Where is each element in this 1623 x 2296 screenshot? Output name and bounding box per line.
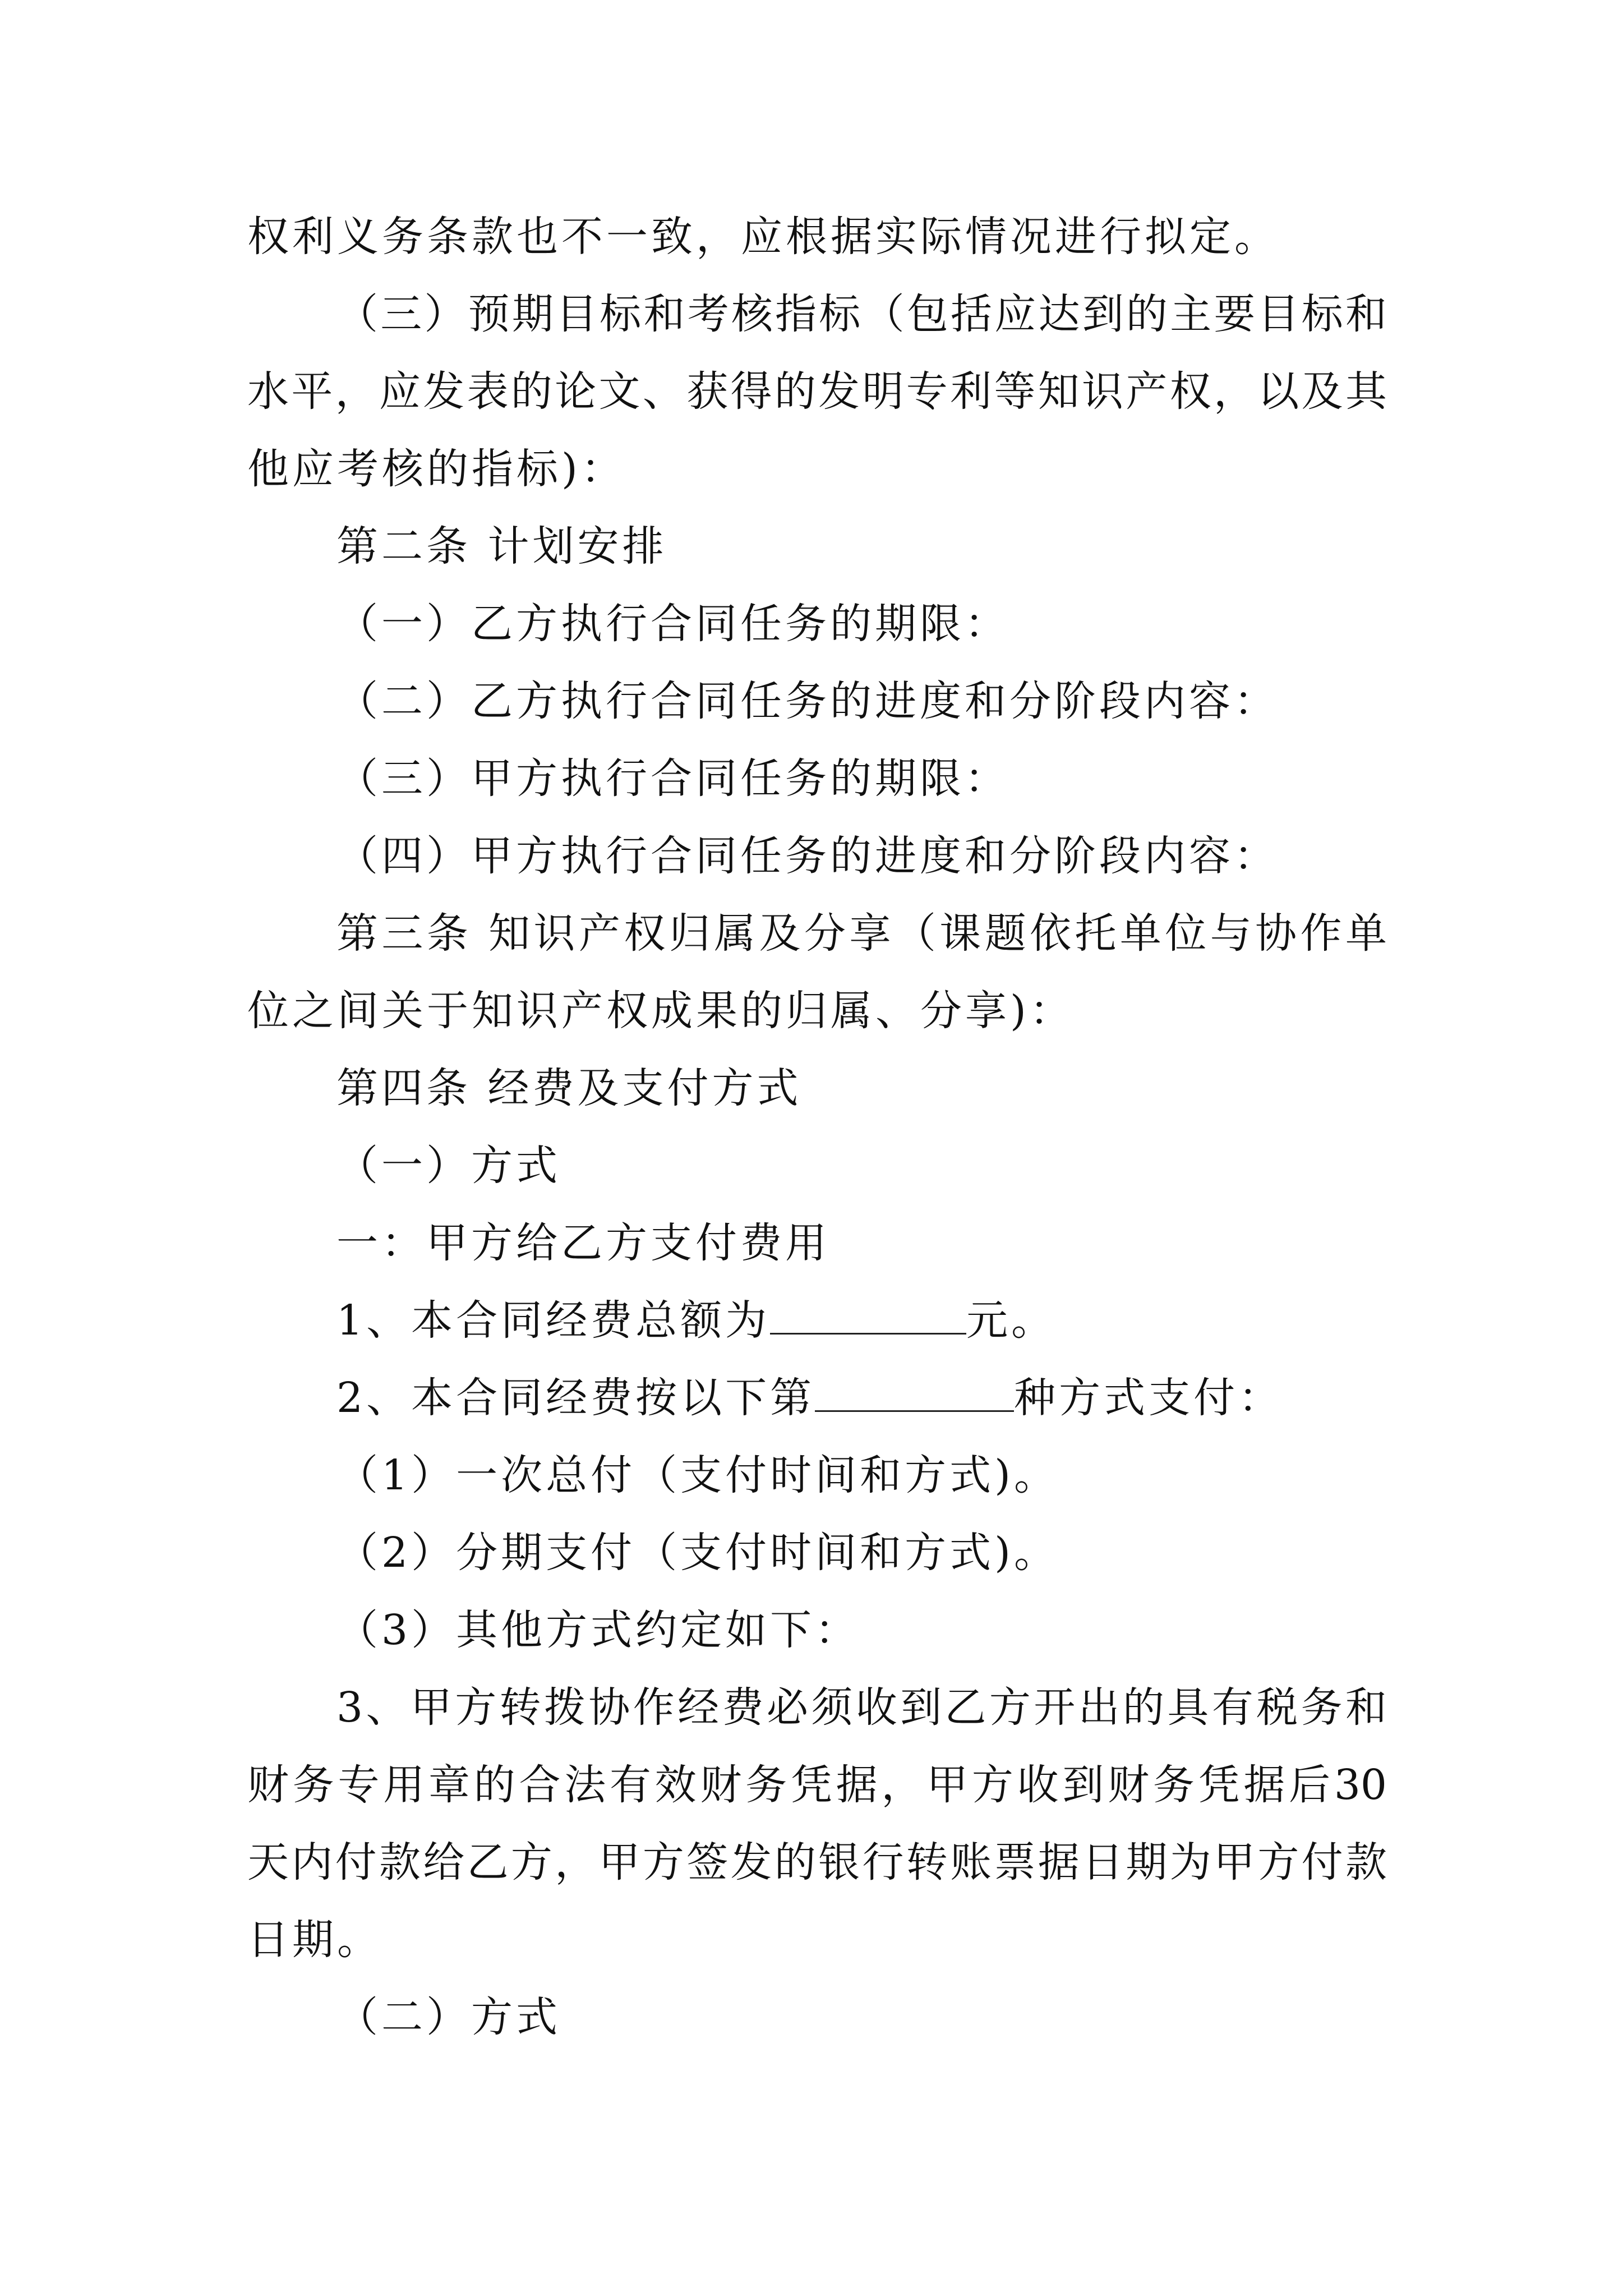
paragraph-line: 3、甲方转拨协作经费必须收到乙方开出的具有税务和 [336, 1683, 1387, 1732]
paragraph-line: （四）甲方执行合同任务的进度和分阶段内容： [336, 832, 1279, 880]
paragraph-line: 一：甲方给乙方支付费用 [336, 1219, 830, 1267]
paragraph-line: （二）方式 [336, 1993, 561, 2041]
paragraph-line: （2）分期支付（支付时间和方式)。 [336, 1529, 1059, 1577]
paragraph-line: 财务专用章的合法有效财务凭据，甲方收到财务凭据后30 [247, 1761, 1387, 1809]
paragraph-line: 位之间关于知识产权成果的归属、分享)： [247, 987, 1075, 1035]
paragraph-line: （3）其他方式约定如下： [336, 1606, 860, 1654]
method-line [336, 1370, 1283, 1426]
section-heading: 第四条 经费及支付方式 [336, 1064, 802, 1112]
paragraph-line: 日期。 [247, 1916, 382, 1964]
amount-blank [770, 1299, 966, 1335]
paragraph-line: （二）乙方执行合同任务的进度和分阶段内容： [336, 677, 1279, 725]
section-heading: 第二条 计划安排 [336, 522, 667, 570]
paragraph-line: 他应考核的指标)： [247, 445, 626, 493]
paragraph-line: （一）乙方执行合同任务的期限： [336, 600, 1009, 648]
paragraph-line: （三）甲方执行合同任务的期限： [336, 754, 1009, 803]
method-suffix: 种方式支付： [1014, 1374, 1284, 1422]
paragraph-line: 天内付款给乙方，甲方签发的银行转账票据日期为甲方付款 [247, 1838, 1387, 1887]
paragraph-line: （1）一次总付（支付时间和方式)。 [336, 1451, 1059, 1499]
amount-suffix: 元。 [966, 1296, 1057, 1345]
paragraph-line: （三）预期目标和考核指标（包括应达到的主要目标和 [336, 290, 1387, 338]
section-heading: 第三条 知识产权归属及分享（课题依托单位与协作单 [336, 909, 1387, 958]
paragraph-line: （一）方式 [336, 1142, 561, 1190]
amount-prefix: 1、本合同经费总额为 [336, 1296, 771, 1345]
paragraph-line: 权利义务条款也不一致，应根据实际情况进行拟定。 [247, 213, 1279, 261]
method-blank [815, 1377, 1014, 1412]
paragraph-line: 水平，应发表的论文、获得的发明专利等知识产权，以及其 [247, 367, 1387, 416]
method-prefix: 2、本合同经费按以下第 [336, 1374, 815, 1422]
amount-line [336, 1292, 1056, 1349]
